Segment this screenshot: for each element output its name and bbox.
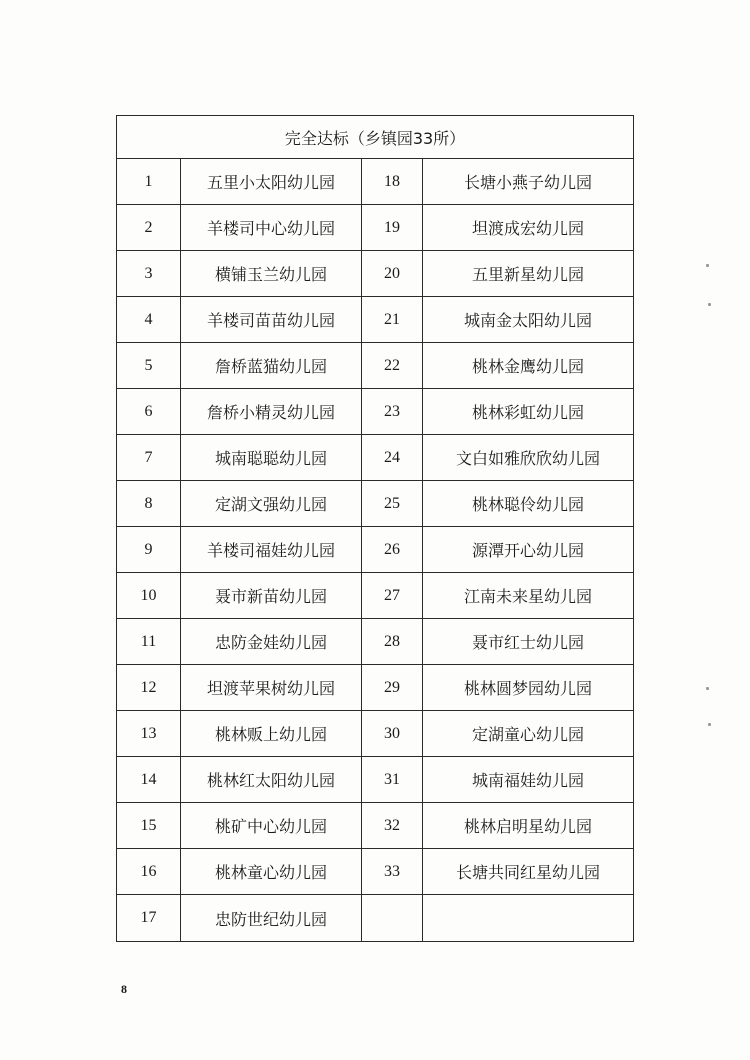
kindergarten-name-left: 桃林童心幼儿园	[181, 849, 362, 895]
row-number-left: 9	[117, 527, 181, 573]
table-row	[117, 757, 634, 803]
row-number-right: 31	[362, 757, 423, 803]
table-row	[117, 389, 634, 435]
row-number-left: 11	[117, 619, 181, 665]
row-number-right: 30	[362, 711, 423, 757]
kindergarten-name-left: 忠防世纪幼儿园	[181, 895, 362, 942]
empty-cell	[362, 895, 423, 942]
table-row	[117, 481, 634, 527]
kindergarten-name-right: 桃林启明星幼儿园	[423, 803, 634, 849]
kindergarten-name-left: 詹桥蓝猫幼儿园	[181, 343, 362, 389]
table-row	[117, 803, 634, 849]
kindergarten-name-right: 长塘小燕子幼儿园	[423, 159, 634, 205]
row-number-left: 3	[117, 251, 181, 297]
kindergarten-name-right: 城南金太阳幼儿园	[423, 297, 634, 343]
kindergarten-name-right: 江南未来星幼儿园	[423, 573, 634, 619]
row-number-right: 23	[362, 389, 423, 435]
row-number-left: 15	[117, 803, 181, 849]
scan-speck	[708, 303, 711, 306]
kindergarten-name-left: 五里小太阳幼儿园	[181, 159, 362, 205]
table-row	[117, 343, 634, 389]
row-number-right: 24	[362, 435, 423, 481]
scan-speck	[706, 264, 709, 267]
row-number-left: 14	[117, 757, 181, 803]
kindergarten-name-left: 桃林贩上幼儿园	[181, 711, 362, 757]
table-row	[117, 619, 634, 665]
table-row	[117, 435, 634, 481]
row-number-left: 13	[117, 711, 181, 757]
row-number-left: 5	[117, 343, 181, 389]
row-number-left: 7	[117, 435, 181, 481]
table-row	[117, 573, 634, 619]
kindergarten-name-right: 桃林金鹰幼儿园	[423, 343, 634, 389]
kindergarten-name-left: 定湖文强幼儿园	[181, 481, 362, 527]
kindergarten-name-left: 城南聪聪幼儿园	[181, 435, 362, 481]
kindergarten-name-left: 横铺玉兰幼儿园	[181, 251, 362, 297]
row-number-right: 22	[362, 343, 423, 389]
table-row	[117, 159, 634, 205]
kindergarten-name-left: 詹桥小精灵幼儿园	[181, 389, 362, 435]
row-number-right: 29	[362, 665, 423, 711]
row-number-left: 8	[117, 481, 181, 527]
row-number-right: 20	[362, 251, 423, 297]
kindergarten-name-right: 源潭开心幼儿园	[423, 527, 634, 573]
row-number-left: 1	[117, 159, 181, 205]
row-number-right: 26	[362, 527, 423, 573]
scan-speck	[706, 687, 709, 690]
kindergarten-name-left: 桃矿中心幼儿园	[181, 803, 362, 849]
scan-speck	[708, 723, 711, 726]
table-row	[117, 251, 634, 297]
kindergarten-name-right: 五里新星幼儿园	[423, 251, 634, 297]
row-number-left: 2	[117, 205, 181, 251]
kindergarten-name-right: 长塘共同红星幼儿园	[423, 849, 634, 895]
row-number-right: 21	[362, 297, 423, 343]
kindergarten-name-left: 忠防金娃幼儿园	[181, 619, 362, 665]
row-number-left: 4	[117, 297, 181, 343]
kindergarten-name-right: 定湖童心幼儿园	[423, 711, 634, 757]
table-row	[117, 665, 634, 711]
table-row	[117, 205, 634, 251]
kindergarten-name-right: 文白如雅欣欣幼儿园	[423, 435, 634, 481]
kindergarten-name-right: 聂市红士幼儿园	[423, 619, 634, 665]
row-number-right: 19	[362, 205, 423, 251]
kindergarten-name-right: 桃林圆梦园幼儿园	[423, 665, 634, 711]
kindergarten-name-left: 羊楼司中心幼儿园	[181, 205, 362, 251]
table-title-row	[117, 116, 634, 159]
row-number-left: 10	[117, 573, 181, 619]
row-number-right: 28	[362, 619, 423, 665]
kindergarten-name-right: 桃林彩虹幼儿园	[423, 389, 634, 435]
row-number-left: 12	[117, 665, 181, 711]
page-number: 8	[121, 982, 127, 996]
row-number-right: 33	[362, 849, 423, 895]
row-number-right: 25	[362, 481, 423, 527]
row-number-left: 16	[117, 849, 181, 895]
row-number-left: 17	[117, 895, 181, 942]
kindergarten-name-left: 桃林红太阳幼儿园	[181, 757, 362, 803]
row-number-left: 6	[117, 389, 181, 435]
row-number-right: 18	[362, 159, 423, 205]
kindergarten-name-right: 桃林聪伶幼儿园	[423, 481, 634, 527]
kindergarten-name-right: 城南福娃幼儿园	[423, 757, 634, 803]
table-row	[117, 527, 634, 573]
empty-cell	[423, 895, 634, 942]
table-row	[117, 849, 634, 895]
kindergarten-name-left: 坦渡苹果树幼儿园	[181, 665, 362, 711]
kindergarten-name-left: 聂市新苗幼儿园	[181, 573, 362, 619]
row-number-right: 32	[362, 803, 423, 849]
kindergarten-name-left: 羊楼司福娃幼儿园	[181, 527, 362, 573]
table-title: 完全达标（乡镇园33所）	[117, 116, 634, 159]
row-number-right: 27	[362, 573, 423, 619]
table-row	[117, 711, 634, 757]
kindergarten-name-right: 坦渡成宏幼儿园	[423, 205, 634, 251]
kindergarten-name-left: 羊楼司苗苗幼儿园	[181, 297, 362, 343]
table-row	[117, 297, 634, 343]
table-row	[117, 895, 634, 942]
kindergarten-table	[116, 115, 634, 942]
